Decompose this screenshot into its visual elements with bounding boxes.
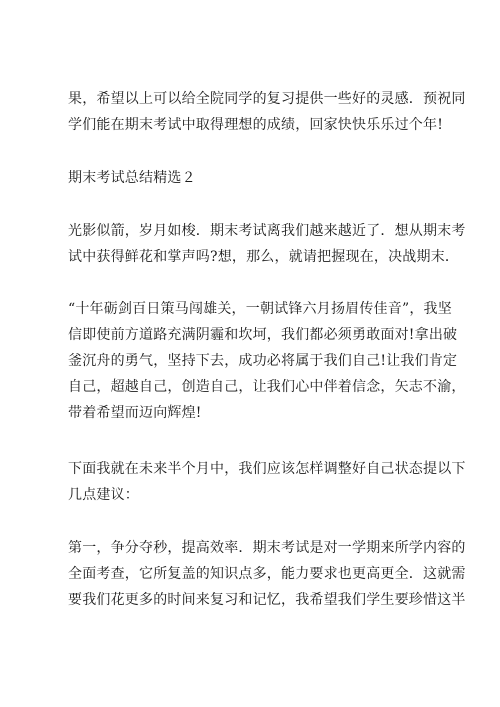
text-line: 试中获得鲜花和掌声吗?想，那么，就请把握现在，决战期末． [68,249,460,265]
heading-line: 期末考试总结精选２ [68,170,196,186]
text-line: 果，希望以上可以给全院同学的复习提供一些好的灵感．预祝同 [68,91,466,107]
text-line: 自己，超越自己，创造自己，让我们心中伴着信念，矢志不渝， [68,379,466,395]
text-line: 几点建议： [68,487,139,503]
paragraph-closing-wishes [68,86,466,138]
section-heading [68,165,448,191]
text-line: 带着希望而迈向辉煌! [68,405,202,421]
paragraph-motivation [68,296,466,426]
text-line: 釜沉舟的勇气，坚持下去，成功必将属于我们自己!让我们肯定 [68,353,458,369]
text-line: 要我们花更多的时间来复习和记忆，我希望我们学生要珍惜这半 [68,592,466,608]
text-line: 学们能在期末考试中取得理想的成绩，回家快快乐乐过个年! [68,117,444,133]
text-line: 第一，争分夺秒，提高效率．期末考试是对一学期来所学内容的 [68,540,466,556]
paragraph-suggestions-intro [68,456,466,508]
paragraph-first-suggestion [68,535,466,613]
text-line: 光影似箭，岁月如梭．期末考试离我们越来越近了．想从期末考 [68,223,466,239]
text-line: 信即使前方道路充满阴霾和坎坷，我们都必须勇敢面对!拿出破 [68,327,458,343]
text-line: 下面我就在未来半个月中，我们应该怎样调整好自己状态提以下 [68,461,466,477]
text-line: “十年砺剑百日策马闯雄关，一朝试锋六月扬眉传佳音”，我坚 [68,301,452,317]
text-line: 全面考查，它所复盖的知识点多，能力要求也更高更全．这就需 [68,566,466,582]
paragraph-intro [68,218,466,270]
